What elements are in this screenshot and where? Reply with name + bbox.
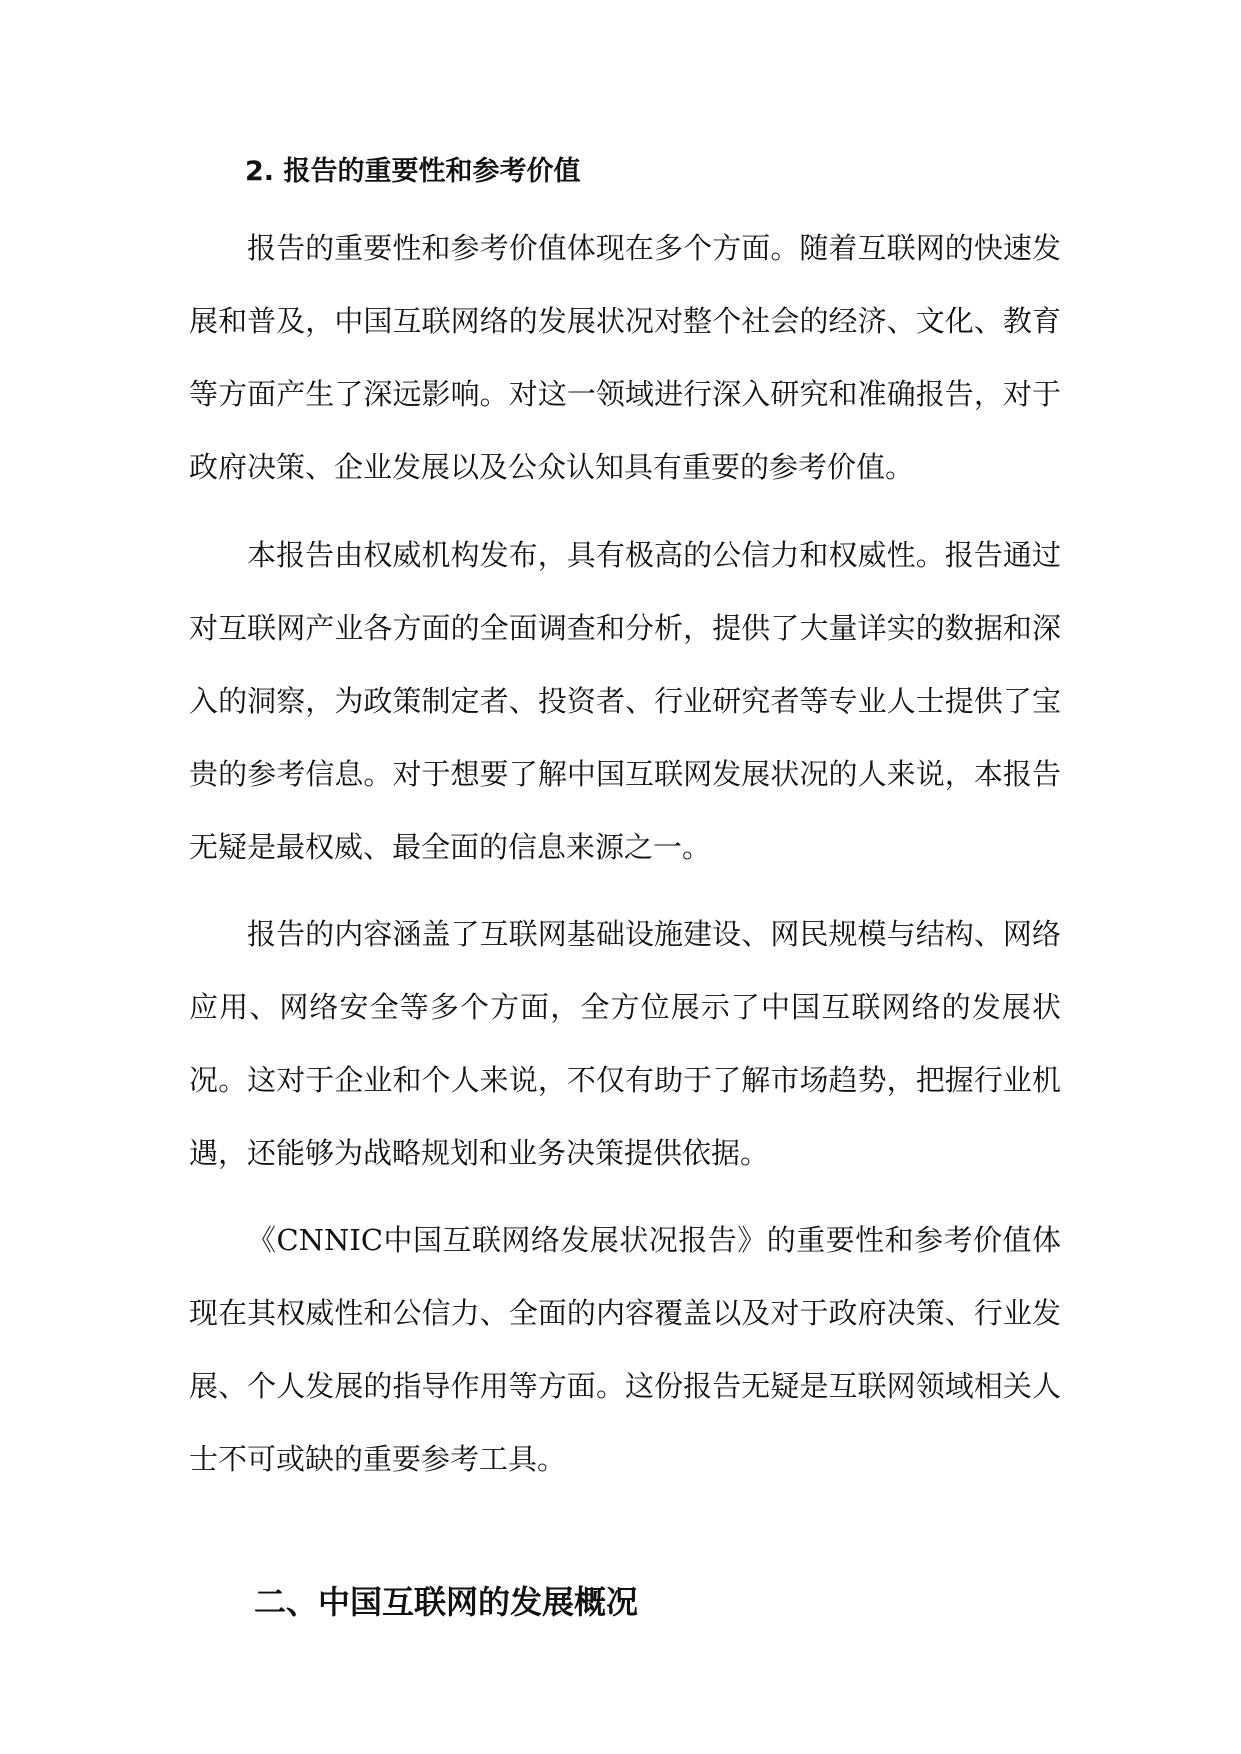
- paragraph-summary: 《CNNIC中国互联网络发展状况报告》的重要性和参考价值体现在其权威性和公信力、全面的内容覆盖以及对于政府决策、行业发展、个人发展的指导作用等方面。这份报告无疑是互联网领域相关人士不可或缺的重要参考工具。: [189, 1223, 1061, 1476]
- chapter-heading: 二、中国互联网的发展概况: [254, 1583, 639, 1621]
- section-heading: 2. 报告的重要性和参考价值: [245, 156, 581, 187]
- paragraph-content-coverage: 报告的内容涵盖了互联网基础设施建设、网民规模与结构、网络应用、网络安全等多个方面，全方位展示了中国互联网络的发展状况。这对于企业和个人来说，不仅有助于了解市场趋势，把握行业机遇，还能够为战略规划和业务决策提供依据。: [189, 917, 1061, 1170]
- paragraph-authority: 本报告由权威机构发布，具有极高的公信力和权威性。报告通过对互联网产业各方面的全面调查和分析，提供了大量详实的数据和深入的洞察，为政策制定者、投资者、行业研究者等专业人士提供了宝贵的参考信息。对于想要了解中国互联网发展状况的人来说，本报告无疑是最权威、最全面的信息来源之一。: [189, 538, 1061, 864]
- paragraph-importance: 报告的重要性和参考价值体现在多个方面。随着互联网的快速发展和普及，中国互联网络的发展状况对整个社会的经济、文化、教育等方面产生了深远影响。对这一领域进行深入研究和准确报告，对于政府决策、企业发展以及公众认知具有重要的参考价值。: [189, 231, 1061, 484]
